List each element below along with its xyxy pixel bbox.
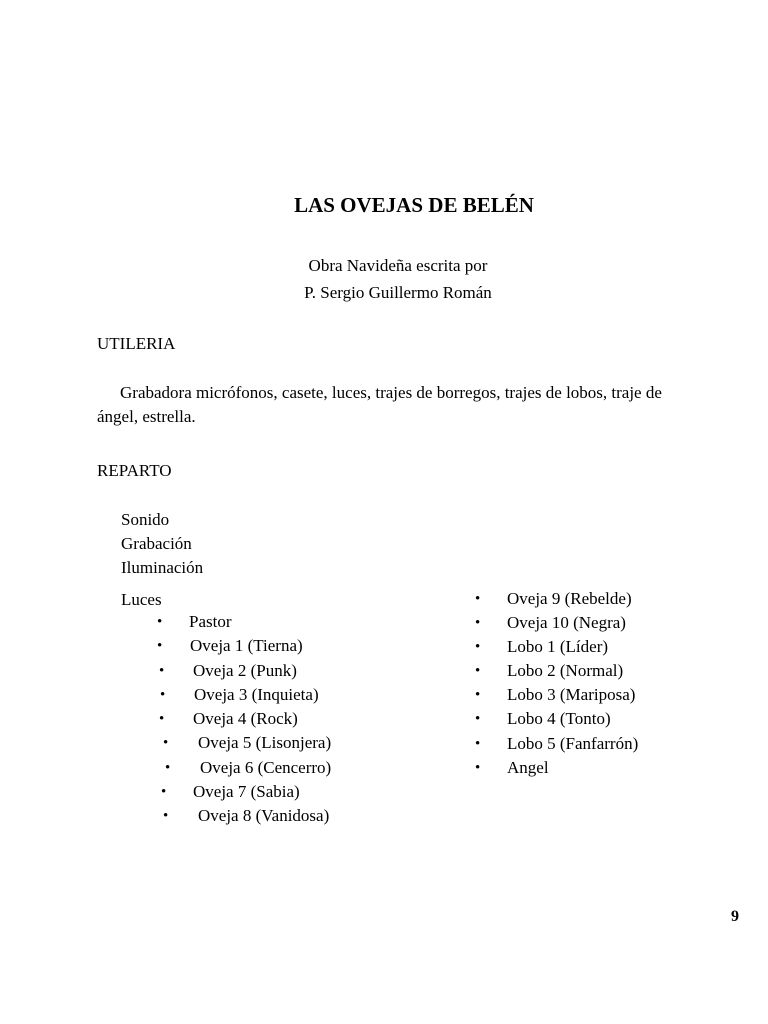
bullet-icon: • <box>475 687 481 703</box>
list-item: Lobo 4 (Tonto) <box>507 709 611 728</box>
bullet-icon: • <box>157 614 163 630</box>
staff-item: Sonido <box>121 510 170 529</box>
list-item: Oveja 5 (Lisonjera) <box>198 733 332 752</box>
page-number: 9 <box>731 908 739 925</box>
bullet-icon: • <box>475 736 481 752</box>
list-item: Oveja 4 (Rock) <box>193 709 298 728</box>
list-item: Lobo 3 (Mariposa) <box>507 685 636 704</box>
bullet-icon: • <box>475 760 481 776</box>
bullet-icon: • <box>160 687 166 703</box>
list-item: Oveja 9 (Rebelde) <box>507 589 632 608</box>
utileria-heading: UTILERIA <box>97 334 176 353</box>
list-item: Oveja 10 (Negra) <box>507 613 626 632</box>
reparto-heading: REPARTO <box>97 461 172 480</box>
list-item: Oveja 3 (Inquieta) <box>194 685 319 704</box>
bullet-icon: • <box>475 663 481 679</box>
bullet-icon: • <box>475 639 481 655</box>
bullet-icon: • <box>159 663 165 679</box>
staff-item: Grabación <box>121 534 192 553</box>
list-item: Oveja 1 (Tierna) <box>190 636 303 655</box>
staff-item: Luces <box>121 590 162 609</box>
list-item: Lobo 2 (Normal) <box>507 661 624 680</box>
list-item: Oveja 6 (Cencerro) <box>200 758 332 777</box>
bullet-icon: • <box>157 638 163 654</box>
subtitle-line-1: Obra Navideña escrita por <box>308 256 488 275</box>
staff-item: Iluminación <box>121 558 204 577</box>
bullet-icon: • <box>475 711 481 727</box>
list-item: Oveja 8 (Vanidosa) <box>198 806 330 825</box>
bullet-icon: • <box>165 760 171 776</box>
bullet-icon: • <box>475 591 481 607</box>
list-item: Oveja 7 (Sabia) <box>193 782 300 801</box>
bullet-icon: • <box>475 615 481 631</box>
list-item: Lobo 1 (Líder) <box>507 637 609 656</box>
author-line: P. Sergio Guillermo Román <box>304 283 492 302</box>
page-title: LAS OVEJAS DE BELÉN <box>294 193 534 217</box>
list-item: Angel <box>507 758 549 777</box>
bullet-icon: • <box>161 784 167 800</box>
list-item: Pastor <box>189 612 232 631</box>
bullet-icon: • <box>159 711 165 727</box>
bullet-icon: • <box>163 808 169 824</box>
list-item: Oveja 2 (Punk) <box>193 661 297 680</box>
utileria-paragraph: Grabadora micrófonos, casete, luces, trajes de borregos, trajes de lobos, traje de ángel, estrella. <box>97 383 662 426</box>
list-item: Lobo 5 (Fanfarrón) <box>507 734 639 753</box>
bullet-icon: • <box>163 735 169 751</box>
